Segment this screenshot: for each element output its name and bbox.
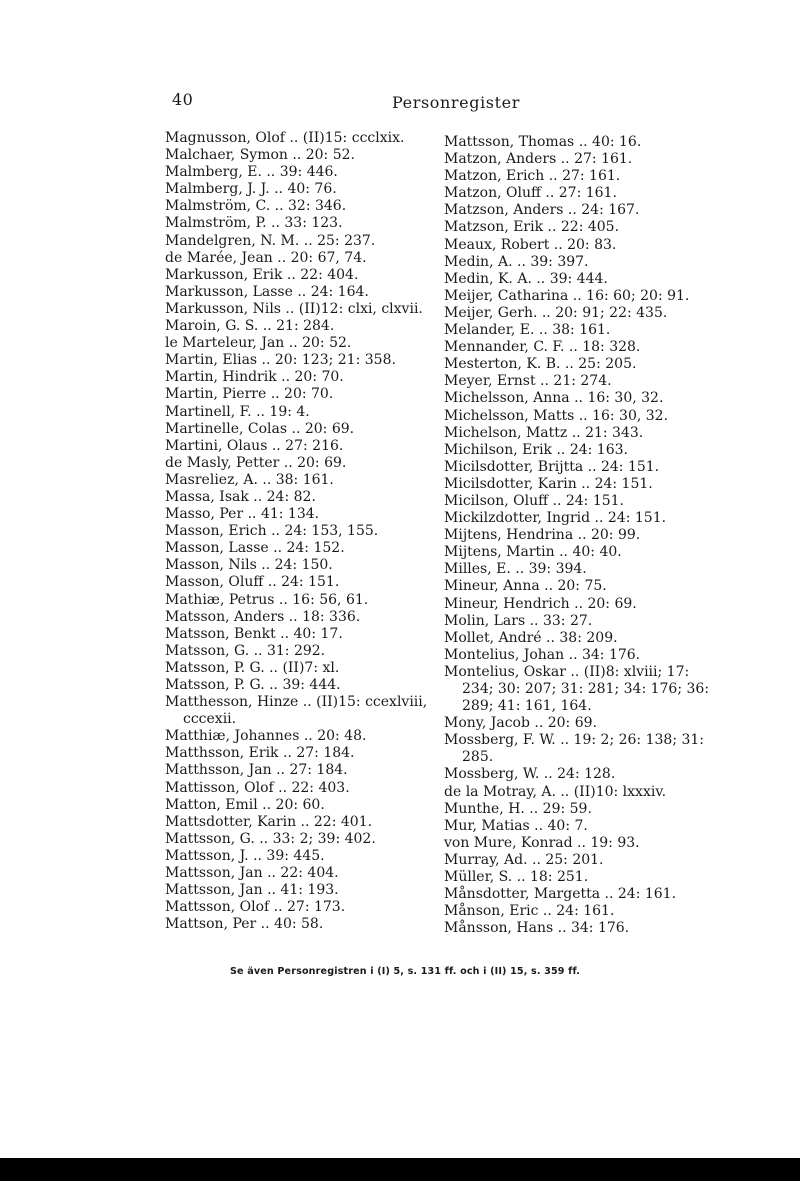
index-entry: Mattsson, Jan .. 41: 193. (165, 882, 339, 899)
page-number: 40 (172, 90, 194, 109)
index-entry: Matthiæ, Johannes .. 20: 48. (165, 728, 367, 745)
footer-note: Se även Personregistren i (I) 5, s. 131 ff. och i (II) 15, s. 359 ff. (230, 966, 581, 977)
index-entry: Meaux, Robert .. 20: 83. (444, 236, 617, 253)
index-entry: Matsson, Benkt .. 40: 17. (165, 625, 343, 642)
index-entry: Massa, Isak .. 24: 82. (165, 488, 316, 505)
index-entry: Månsson, Hans .. 34: 176. (444, 920, 630, 937)
index-entry: Malchaer, Symon .. 20: 52. (165, 147, 355, 164)
index-entry: Matzson, Erik .. 22: 405. (444, 219, 620, 236)
index-entry: Meijer, Gerh. .. 20: 91; 22: 435. (444, 304, 668, 321)
index-entry: Matsson, P. G. .. 39: 444. (165, 677, 341, 693)
index-entry: de Marée, Jean .. 20: 67, 74. (165, 249, 367, 266)
index-entry: Mossberg, F. W. .. 19: 2; 26: 138; 31: 285. (444, 732, 705, 766)
index-entry: Mickilzdotter, Ingrid .. 24: 151. (444, 510, 667, 527)
index-entry: Mattsson, Thomas .. 40: 16. (444, 134, 642, 150)
scan-bottom-band (0, 1158, 800, 1181)
index-entry: Martinelle, Colas .. 20: 69. (165, 420, 355, 437)
index-entry: Mollet, André .. 38: 209. (444, 629, 618, 646)
index-entry: Mineur, Anna .. 20: 75. (444, 578, 607, 595)
index-entry: Michelson, Mattz .. 21: 343. (444, 424, 644, 441)
index-entry: Masson, Erich .. 24: 153, 155. (165, 523, 379, 540)
index-entry: Mesterton, K. B. .. 25: 205. (444, 356, 637, 373)
index-entry: Mattson, Per .. 40: 58. (165, 916, 324, 933)
index-entry: Mijtens, Hendrina .. 20: 99. (444, 527, 641, 544)
index-entry: von Mure, Konrad .. 19: 93. (444, 834, 640, 851)
index-entry: Mossberg, W. .. 24: 128. (444, 766, 616, 783)
index-entry: Masso, Per .. 41: 134. (165, 506, 320, 523)
index-entry: Markusson, Erik .. 22: 404. (165, 266, 359, 283)
index-entry: Michilson, Erik .. 24: 163. (444, 441, 628, 458)
index-entry: Meyer, Ernst .. 21: 274. (444, 373, 612, 390)
index-entry: Mijtens, Martin .. 40: 40. (444, 544, 622, 561)
index-entry: Munthe, H. .. 29: 59. (444, 800, 592, 817)
index-entry: Mandelgren, N. M. .. 25: 237. (165, 232, 376, 249)
index-entry: Matzon, Oluff .. 27: 161. (444, 185, 617, 202)
index-entry: Michelsson, Anna .. 16: 30, 32. (444, 390, 664, 407)
index-entry: Montelius, Oskar .. (II)8: xlviii; 17: 234; 30: 207; 31: 281; 34: 176; 36: 289; 41: 161, 164. (444, 663, 710, 715)
index-entry: Malmberg, J. J. .. 40: 76. (165, 181, 337, 198)
index-entry: Mattsdotter, Karin .. 22: 401. (165, 813, 373, 830)
index-entry: Mattsson, J. .. 39: 445. (165, 847, 325, 864)
index-entry: Medin, A. .. 39: 397. (444, 253, 589, 270)
index-entry: Matzon, Anders .. 27: 161. (444, 151, 633, 168)
index-entry: Markusson, Lasse .. 24: 164. (165, 283, 369, 300)
index-entry: Medin, K. A. .. 39: 444. (444, 270, 608, 287)
index-entry: Molin, Lars .. 33: 27. (444, 612, 593, 629)
index-entry: Micilson, Oluff .. 24: 151. (444, 492, 625, 509)
index-entry: Mennander, C. F. .. 18: 328. (444, 339, 641, 356)
index-entry: Masson, Lasse .. 24: 152. (165, 540, 345, 557)
index-entry: Mattsson, Olof .. 27: 173. (165, 899, 346, 916)
index-entry: Micilsdotter, Brijtta .. 24: 151. (444, 458, 660, 475)
index-entry: Matthsson, Jan .. 27: 184. (165, 762, 348, 779)
index-entry: Matsson, Anders .. 18: 336. (165, 608, 361, 625)
index-entry: Matsson, P. G. .. (II)7: xl. (165, 659, 340, 676)
index-entry: Meijer, Catharina .. 16: 60; 20: 91. (444, 287, 690, 304)
index-entry: de la Motray, A. .. (II)10: lxxxiv. (444, 783, 667, 800)
index-entry: Mineur, Hendrich .. 20: 69. (444, 595, 637, 612)
index-entry: Matsson, G. .. 31: 292. (165, 642, 326, 659)
page-title: Personregister (392, 93, 520, 112)
index-entry: Milles, E. .. 39: 394. (444, 561, 587, 578)
index-entry: le Marteleur, Jan .. 20: 52. (165, 335, 352, 352)
index-entry: Mathiæ, Petrus .. 16: 56, 61. (165, 591, 369, 608)
index-entry: Martinell, F. .. 19: 4. (165, 403, 310, 420)
index-entry: Matzson, Anders .. 24: 167. (444, 202, 640, 219)
index-entry: Martin, Hindrik .. 20: 70. (165, 369, 344, 386)
index-entry: Masson, Nils .. 24: 150. (165, 557, 333, 574)
index-entry: Magnusson, Olof .. (II)15: ccclxix. (165, 130, 405, 146)
index-entry: Markusson, Nils .. (II)12: clxi, clxvii. (165, 300, 423, 317)
index-entry: Mattsson, Jan .. 22: 404. (165, 865, 339, 882)
index-entry: Månson, Eric .. 24: 161. (444, 903, 615, 920)
index-entry: Matzon, Erich .. 27: 161. (444, 168, 621, 185)
index-entry: Müller, S. .. 18: 251. (444, 869, 589, 886)
index-entry: Murray, Ad. .. 25: 201. (444, 851, 604, 868)
index-entry: Martin, Pierre .. 20: 70. (165, 386, 334, 403)
index-entry: Mattsson, G. .. 33: 2; 39: 402. (165, 830, 376, 847)
index-entry: Michelsson, Matts .. 16: 30, 32. (444, 407, 669, 424)
index-column-left (165, 130, 437, 933)
index-entry: Martini, Olaus .. 27: 216. (165, 437, 344, 454)
index-entry: de Masly, Petter .. 20: 69. (165, 454, 347, 471)
index-entry: Matthsson, Erik .. 27: 184. (165, 745, 355, 762)
index-entry: Masson, Oluff .. 24: 151. (165, 574, 340, 591)
index-entry: Melander, E. .. 38: 161. (444, 322, 611, 339)
index-entry: Matton, Emil .. 20: 60. (165, 796, 325, 813)
index-entry: Månsdotter, Margetta .. 24: 161. (444, 886, 677, 903)
index-entry: Mattisson, Olof .. 22: 403. (165, 779, 350, 796)
index-entry: Maroin, G. S. .. 21: 284. (165, 318, 335, 335)
index-entry: Mur, Matias .. 40: 7. (444, 817, 588, 834)
index-entry: Mony, Jacob .. 20: 69. (444, 715, 597, 732)
index-entry: Montelius, Johan .. 34: 176. (444, 646, 641, 663)
index-entry: Matthesson, Hinze .. (II)15: ccexlviii, cccexii. (165, 694, 428, 728)
index-entry: Micilsdotter, Karin .. 24: 151. (444, 475, 653, 492)
index-entry: Malmström, C. .. 32: 346. (165, 198, 347, 215)
index-entry: Martin, Elias .. 20: 123; 21: 358. (165, 352, 396, 369)
index-entry: Malmberg, E. .. 39: 446. (165, 164, 338, 181)
index-entry: Masreliez, A. .. 38: 161. (165, 471, 334, 488)
index-column-right (444, 134, 714, 937)
index-entry: Malmström, P. .. 33: 123. (165, 215, 343, 232)
